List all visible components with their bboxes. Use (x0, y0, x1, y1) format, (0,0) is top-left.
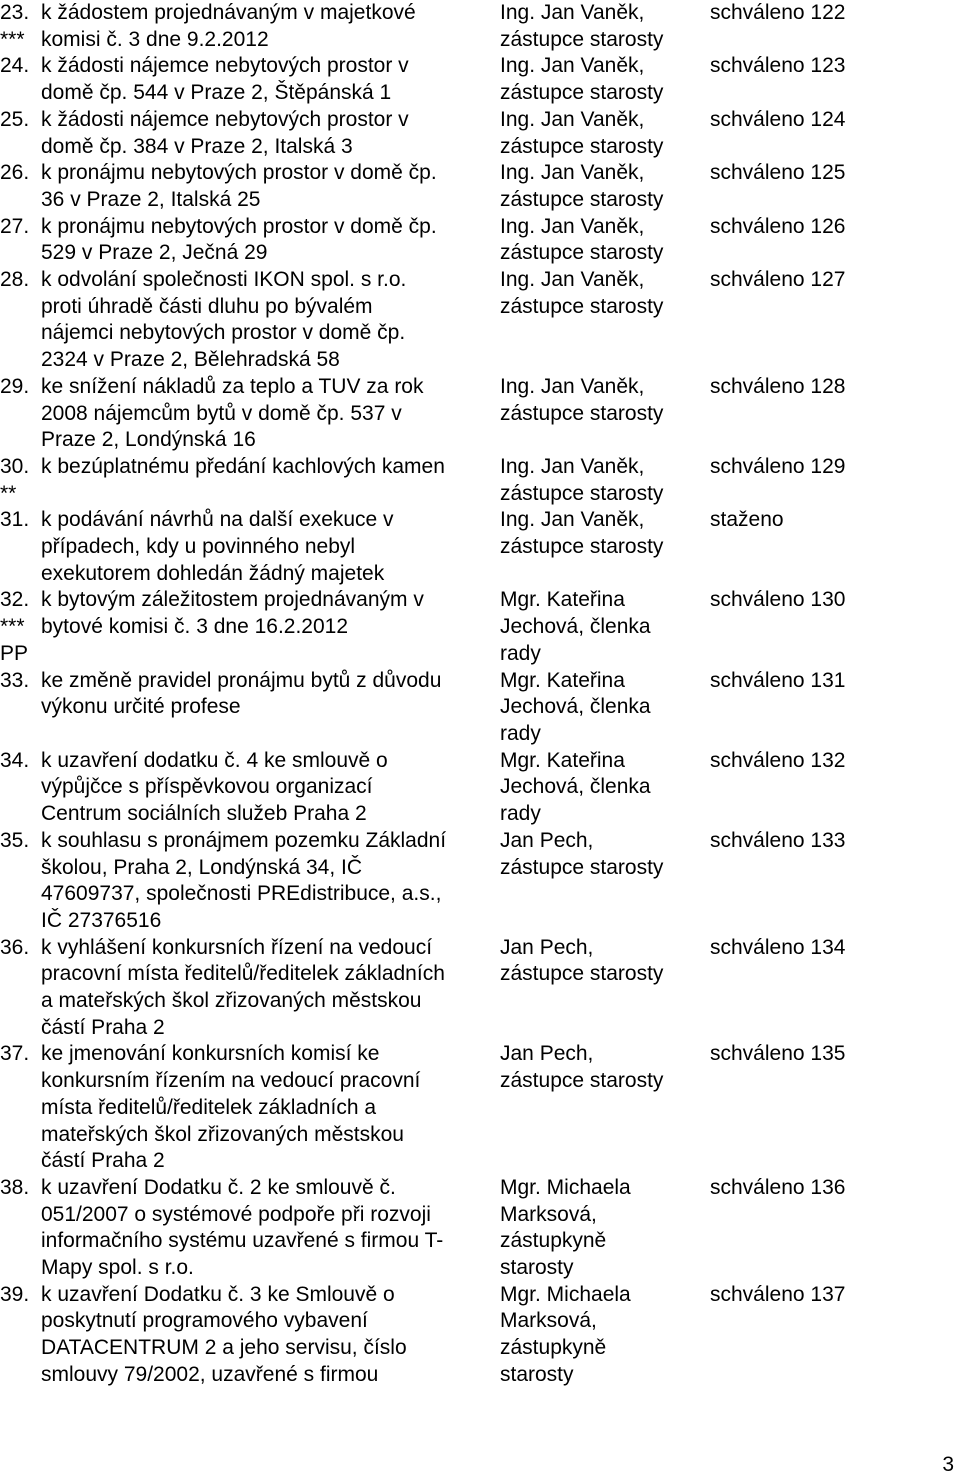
item-subject-line: k uzavření dodatku č. 4 ke smlouvě o (41, 748, 388, 772)
item-mark: *** (0, 27, 25, 51)
item-subject-line: pracovní místa ředitelů/ředitelek základních (41, 962, 445, 986)
item-subject-line: výpůjčce s příspěvkovou organizací (41, 775, 373, 799)
item-result: schváleno 126 (710, 214, 846, 238)
agenda-row (0, 107, 960, 160)
item-subject (41, 0, 500, 53)
item-subject-line: školou, Praha 2, Londýnská 34, IČ (41, 855, 363, 879)
item-number (0, 53, 41, 80)
item-subject (41, 374, 500, 454)
item-subject-line: k žádosti nájemce nebytových prostor v (41, 107, 409, 131)
item-number (0, 1282, 41, 1309)
item-number (0, 107, 41, 134)
item-presenter (500, 267, 710, 320)
item-result: schváleno 133 (710, 828, 846, 852)
item-number-text: 34. (0, 748, 30, 772)
item-presenter-line: zástupce starosty (500, 1069, 664, 1093)
item-subject (41, 53, 500, 106)
item-subject-line: k podávání návrhů na další exekuce v (41, 508, 394, 532)
item-subject (41, 160, 500, 213)
item-subject-line: k vyhlášení konkursních řízení na vedoucí (41, 935, 433, 959)
item-presenter-line: Mgr. Michaela (500, 1282, 631, 1306)
item-subject (41, 507, 500, 587)
item-subject (41, 214, 500, 267)
item-presenter-line: Ing. Jan Vaněk, (500, 107, 645, 131)
item-number-text: 23. (0, 1, 30, 24)
item-subject-line: Centrum sociálních služeb Praha 2 (41, 802, 367, 826)
item-number (0, 214, 41, 241)
agenda-row (0, 668, 960, 748)
item-presenter (500, 1041, 710, 1094)
item-presenter-line: Ing. Jan Vaněk, (500, 214, 645, 238)
item-result: schváleno 123 (710, 54, 846, 78)
item-number-text: 24. (0, 54, 30, 78)
item-result: schváleno 137 (710, 1282, 846, 1306)
item-presenter-line: zástupce starosty (500, 401, 664, 425)
item-number-text: 29. (0, 374, 30, 398)
item-subject-line: výkonu určité profese (41, 695, 241, 719)
item-presenter-line: Ing. Jan Vaněk, (500, 54, 645, 78)
item-mark: *** PP (0, 615, 29, 665)
item-subject-line: DATACENTRUM 2 a jeho servisu, číslo (41, 1336, 407, 1360)
agenda-row (0, 160, 960, 213)
item-presenter-line: Jan Pech, (500, 1042, 594, 1066)
item-number-text: 36. (0, 935, 30, 959)
item-subject (41, 1282, 500, 1389)
item-presenter-line: Jan Pech, (500, 935, 594, 959)
item-presenter-line: zástupce starosty (500, 962, 664, 986)
item-presenter-line: Marksová, (500, 1309, 597, 1333)
item-presenter-line: Jan Pech, (500, 828, 594, 852)
agenda-row (0, 935, 960, 1042)
item-subject (41, 107, 500, 160)
item-presenter-line: rady (500, 721, 541, 745)
item-number-text: 27. (0, 214, 30, 238)
item-result: schváleno 127 (710, 268, 846, 292)
item-subject-line: exekutorem dohledán žádný majetek (41, 561, 385, 585)
item-subject-line: proti úhradě části dluhu po bývalém (41, 294, 373, 318)
item-presenter (500, 668, 710, 748)
item-result: staženo (710, 508, 784, 532)
item-subject-line: 36 v Praze 2, Italská 25 (41, 187, 261, 211)
item-presenter-line: Jechová, členka (500, 695, 651, 719)
item-subject-line: k bytovým záležitostem projednávaným v (41, 588, 424, 612)
item-result: schváleno 136 (710, 1175, 846, 1199)
item-number-text: 39. (0, 1282, 30, 1306)
item-number (0, 935, 41, 962)
item-subject (41, 1175, 500, 1282)
item-presenter-line: zástupce starosty (500, 187, 664, 211)
item-presenter (500, 748, 710, 828)
item-subject-line: Praze 2, Londýnská 16 (41, 428, 256, 452)
item-presenter-line: Marksová, (500, 1202, 597, 1226)
item-subject-line: Mapy spol. s r.o. (41, 1256, 194, 1280)
item-subject-line: částí Praha 2 (41, 1149, 165, 1173)
item-number-text: 28. (0, 268, 30, 292)
item-subject-line: 2324 v Praze 2, Bělehradská 58 (41, 348, 340, 372)
item-presenter-line: zástupkyně (500, 1229, 607, 1253)
item-presenter-line: zástupce starosty (500, 81, 664, 105)
item-number-text: 35. (0, 828, 30, 852)
item-presenter (500, 374, 710, 427)
item-subject (41, 935, 500, 1042)
item-presenter-line: Mgr. Kateřina (500, 588, 625, 612)
item-presenter-line: starosty (500, 1362, 574, 1386)
item-presenter (500, 160, 710, 213)
item-number (0, 267, 41, 294)
item-number-text: 38. (0, 1175, 30, 1199)
item-number-text: 32. (0, 588, 30, 612)
item-presenter (500, 107, 710, 160)
agenda-row (0, 1282, 960, 1389)
item-number (0, 748, 41, 775)
item-presenter-line: Mgr. Kateřina (500, 668, 625, 692)
item-subject-line: 051/2007 o systémové podpoře při rozvoji (41, 1202, 431, 1226)
item-number (0, 1041, 41, 1068)
item-result: schváleno 124 (710, 107, 846, 131)
item-subject-line: konkursním řízením na vedoucí pracovní (41, 1069, 421, 1093)
item-presenter-line: zástupce starosty (500, 134, 664, 158)
item-number (0, 507, 41, 534)
agenda-row (0, 1175, 960, 1282)
item-subject-line: k pronájmu nebytových prostor v domě čp. (41, 161, 437, 185)
item-subject (41, 668, 500, 721)
item-subject-line: k odvolání společnosti IKON spol. s r.o. (41, 268, 407, 292)
agenda-row (0, 214, 960, 267)
item-presenter-line: zástupce starosty (500, 27, 664, 51)
item-presenter-line: Ing. Jan Vaněk, (500, 161, 645, 185)
item-number-text: 25. (0, 107, 30, 131)
item-subject (41, 587, 500, 640)
item-presenter (500, 1282, 710, 1389)
item-subject (41, 748, 500, 828)
item-subject-line: 47609737, společnosti PREdistribuce, a.s., (41, 882, 442, 906)
page-number: 3 (942, 1453, 954, 1476)
item-subject-line: částí Praha 2 (41, 1015, 165, 1039)
item-subject-line: 2008 nájemcům bytů v domě čp. 537 v (41, 401, 402, 425)
agenda-row (0, 267, 960, 374)
item-presenter (500, 507, 710, 560)
item-result: schváleno 128 (710, 374, 846, 398)
item-subject-line: ke změně pravidel pronájmu bytů z důvodu (41, 668, 442, 692)
item-subject-line: a mateřských škol zřizovaných městskou (41, 989, 422, 1013)
item-presenter (500, 828, 710, 881)
agenda-row (0, 828, 960, 935)
item-number (0, 454, 41, 507)
agenda-row (0, 748, 960, 828)
item-presenter-line: Ing. Jan Vaněk, (500, 268, 645, 292)
item-result: schváleno 125 (710, 161, 846, 185)
item-presenter-line: Jechová, členka (500, 775, 651, 799)
item-result: schváleno 131 (710, 668, 846, 692)
item-presenter (500, 935, 710, 988)
item-subject-line: nájemci nebytových prostor v domě čp. (41, 321, 406, 345)
item-presenter-line: rady (500, 641, 541, 665)
item-presenter-line: zástupce starosty (500, 481, 664, 505)
item-result: schváleno 134 (710, 935, 846, 959)
item-presenter-line: Ing. Jan Vaněk, (500, 454, 645, 478)
item-presenter (500, 1175, 710, 1282)
item-number-text: 31. (0, 508, 30, 532)
item-result: schváleno 129 (710, 454, 846, 478)
item-subject-line: k uzavření Dodatku č. 2 ke smlouvě č. (41, 1175, 396, 1199)
item-subject-line: bytové komisi č. 3 dne 16.2.2012 (41, 615, 349, 639)
item-presenter-line: zástupkyně (500, 1336, 607, 1360)
item-number (0, 668, 41, 695)
item-subject-line: k uzavření Dodatku č. 3 ke Smlouvě o (41, 1282, 395, 1306)
agenda-row (0, 454, 960, 507)
item-subject-line: případech, kdy u povinného nebyl (41, 535, 356, 559)
item-presenter-line: zástupce starosty (500, 241, 664, 265)
item-presenter-line: zástupce starosty (500, 294, 664, 318)
item-number (0, 374, 41, 401)
item-number (0, 0, 41, 53)
item-subject-line: smlouvy 79/2002, uzavřené s firmou (41, 1362, 379, 1386)
item-number-text: 33. (0, 668, 30, 692)
item-subject-line: místa ředitelů/ředitelek základních a (41, 1095, 377, 1119)
item-subject-line: k žádostem projednávaným v majetkové (41, 1, 416, 24)
agenda-row (0, 507, 960, 587)
agenda-row (0, 1041, 960, 1175)
item-number-text: 37. (0, 1042, 30, 1066)
item-number (0, 828, 41, 855)
item-presenter (500, 53, 710, 106)
item-number (0, 160, 41, 187)
item-presenter-line: Mgr. Michaela (500, 1175, 631, 1199)
item-subject-line: informačního systému uzavřené s firmou T- (41, 1229, 444, 1253)
item-result: schváleno 135 (710, 1042, 846, 1066)
agenda-row (0, 53, 960, 106)
item-subject-line: k souhlasu s pronájmem pozemku Základní (41, 828, 447, 852)
item-presenter-line: Jechová, členka (500, 615, 651, 639)
item-subject-line: ke jmenování konkursních komisí ke (41, 1042, 380, 1066)
item-mark: ** (0, 481, 17, 505)
item-presenter-line: zástupce starosty (500, 535, 664, 559)
item-presenter (500, 454, 710, 507)
item-subject-line: komisi č. 3 dne 9.2.2012 (41, 27, 269, 51)
item-subject-line: k bezúplatnému předání kachlových kamen (41, 454, 445, 478)
item-presenter (500, 0, 710, 53)
agenda-row (0, 374, 960, 454)
item-presenter-line: starosty (500, 1256, 574, 1280)
item-subject-line: 529 v Praze 2, Ječná 29 (41, 241, 268, 265)
agenda-row (0, 587, 960, 667)
item-subject-line: k žádosti nájemce nebytových prostor v (41, 54, 409, 78)
item-subject-line: poskytnutí programového vybavení (41, 1309, 368, 1333)
item-subject-line: IČ 27376516 (41, 908, 162, 932)
item-subject-line: domě čp. 544 v Praze 2, Štěpánská 1 (41, 81, 392, 105)
item-presenter-line: rady (500, 802, 541, 826)
item-number-text: 26. (0, 161, 30, 185)
item-presenter (500, 214, 710, 267)
item-result: schváleno 132 (710, 748, 846, 772)
item-subject (41, 267, 500, 374)
item-presenter-line: zástupce starosty (500, 855, 664, 879)
item-subject (41, 1041, 500, 1175)
item-subject-line: k pronájmu nebytových prostor v domě čp. (41, 214, 437, 238)
agenda-row (0, 0, 960, 53)
item-presenter-line: Mgr. Kateřina (500, 748, 625, 772)
item-subject (41, 828, 500, 935)
item-subject (41, 454, 500, 481)
item-subject-line: ke snížení nákladů za teplo a TUV za rok (41, 374, 424, 398)
item-number-text: 30. (0, 454, 30, 478)
item-presenter (500, 587, 710, 667)
item-number (0, 587, 41, 667)
item-result: schváleno 130 (710, 588, 846, 612)
item-number (0, 1175, 41, 1202)
item-presenter-line: Ing. Jan Vaněk, (500, 374, 645, 398)
item-presenter-line: Ing. Jan Vaněk, (500, 1, 645, 24)
item-result: schváleno 122 (710, 1, 846, 24)
item-subject-line: mateřských škol zřizovaných městskou (41, 1122, 404, 1146)
item-presenter-line: Ing. Jan Vaněk, (500, 508, 645, 532)
item-subject-line: domě čp. 384 v Praze 2, Italská 3 (41, 134, 353, 158)
